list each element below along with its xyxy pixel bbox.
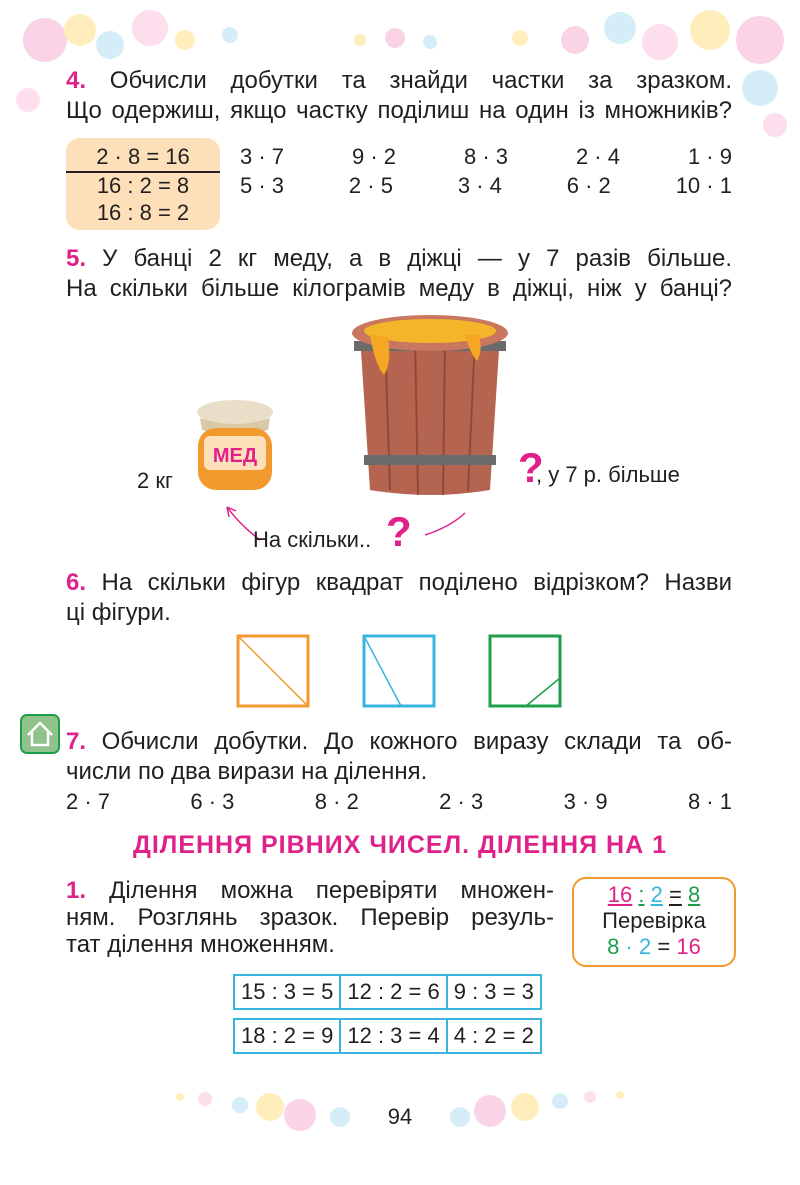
square-blue (364, 636, 434, 706)
question-mark: ? (386, 508, 412, 555)
table-cell: 12 : 3 = 4 (340, 1019, 446, 1053)
check-box (572, 877, 736, 967)
expression: 2 · 4 (575, 144, 620, 169)
task1-line3: тат ділення множенням. (66, 931, 335, 958)
task4-row2 (240, 173, 732, 199)
expression: 9 · 2 (351, 144, 397, 169)
table-cell: 18 : 2 = 9 (234, 1019, 340, 1053)
task5-line1: 5. У банці 2 кг меду, а в діжці — у 7 разів більше. (66, 245, 732, 272)
task7-line2: числи по два вирази на ділення. (66, 758, 428, 785)
table-cell: 9 : 3 = 3 (447, 975, 541, 1009)
expression: 3 · 4 (457, 173, 502, 198)
sample-line: 16 : 2 = 8 (66, 171, 220, 199)
expression: 8 · 1 (687, 789, 732, 814)
sample-line: 2 · 8 = 16 (96, 144, 190, 169)
division-table-row1 (233, 974, 542, 1010)
task1-line1: 1. Ділення можна перевіряти множен- (66, 877, 554, 904)
task4-line1: 4. Обчисли добутки та знайди частки за зразком. (66, 67, 733, 94)
expression: 2 · 3 (439, 789, 484, 814)
expression: 3 · 9 (563, 789, 608, 814)
page-number: 94 (387, 1104, 413, 1129)
expression: 6 · 3 (190, 789, 235, 814)
jar-weight: 2 кг (137, 468, 173, 493)
task6-line2: ці фігури. (66, 599, 171, 626)
task6-line1: 6. На скільки фігур квадрат поділено відрізком? Назви (66, 569, 732, 596)
expression: 8 · 3 (463, 144, 508, 169)
expression: 6 · 2 (566, 173, 611, 198)
expression: 8 · 2 (314, 789, 359, 814)
barrel-note: , у 7 р. більше (536, 462, 680, 487)
honey-jar-image (190, 398, 280, 496)
task1-line2: ням. Розглянь зразок. Перевір резуль- (66, 904, 554, 931)
task7-expressions (66, 789, 732, 815)
how-much-label: На скільки.. (253, 527, 372, 552)
multiplication-check: 8 · 2 = 16 (607, 934, 701, 959)
task4-row1 (240, 144, 732, 170)
squares-figure (230, 630, 570, 712)
table-cell: 4 : 2 = 2 (447, 1019, 541, 1053)
expression: 2 · 5 (348, 173, 393, 198)
jar-label: МЕД (212, 445, 258, 467)
section-title: ДІЛЕННЯ РІВНИХ ЧИСЕЛ. ДІЛЕННЯ НА 1 (133, 831, 667, 859)
table-cell: 12 : 2 = 6 (340, 975, 446, 1009)
sample-line: 16 : 8 = 2 (96, 200, 190, 225)
expression: 5 · 3 (240, 173, 285, 198)
home-icon (20, 714, 60, 754)
sample-box (66, 138, 220, 230)
square-green (490, 636, 560, 706)
expression: 1 · 9 (687, 144, 732, 169)
expression: 10 · 1 (675, 173, 732, 198)
division-table-row2 (233, 1018, 542, 1054)
table-cell: 15 : 3 = 5 (234, 975, 340, 1009)
check-label: Перевірка (602, 908, 706, 933)
question-mark: ? (518, 444, 544, 491)
division-example: 16 : 2 = 8 (607, 882, 701, 907)
task5-line2: На скільки більше кілограмів меду в діжці, ніж у банці? (66, 275, 732, 302)
task7-line1: 7. Обчисли добутки. До кожного виразу склади та об- (66, 728, 733, 755)
expression: 3 · 7 (240, 144, 285, 169)
task4-line2: Що одержиш, якщо частку поділиш на один із множників? (66, 97, 732, 124)
expression: 2 · 7 (66, 789, 111, 814)
barrel-image (340, 305, 520, 500)
